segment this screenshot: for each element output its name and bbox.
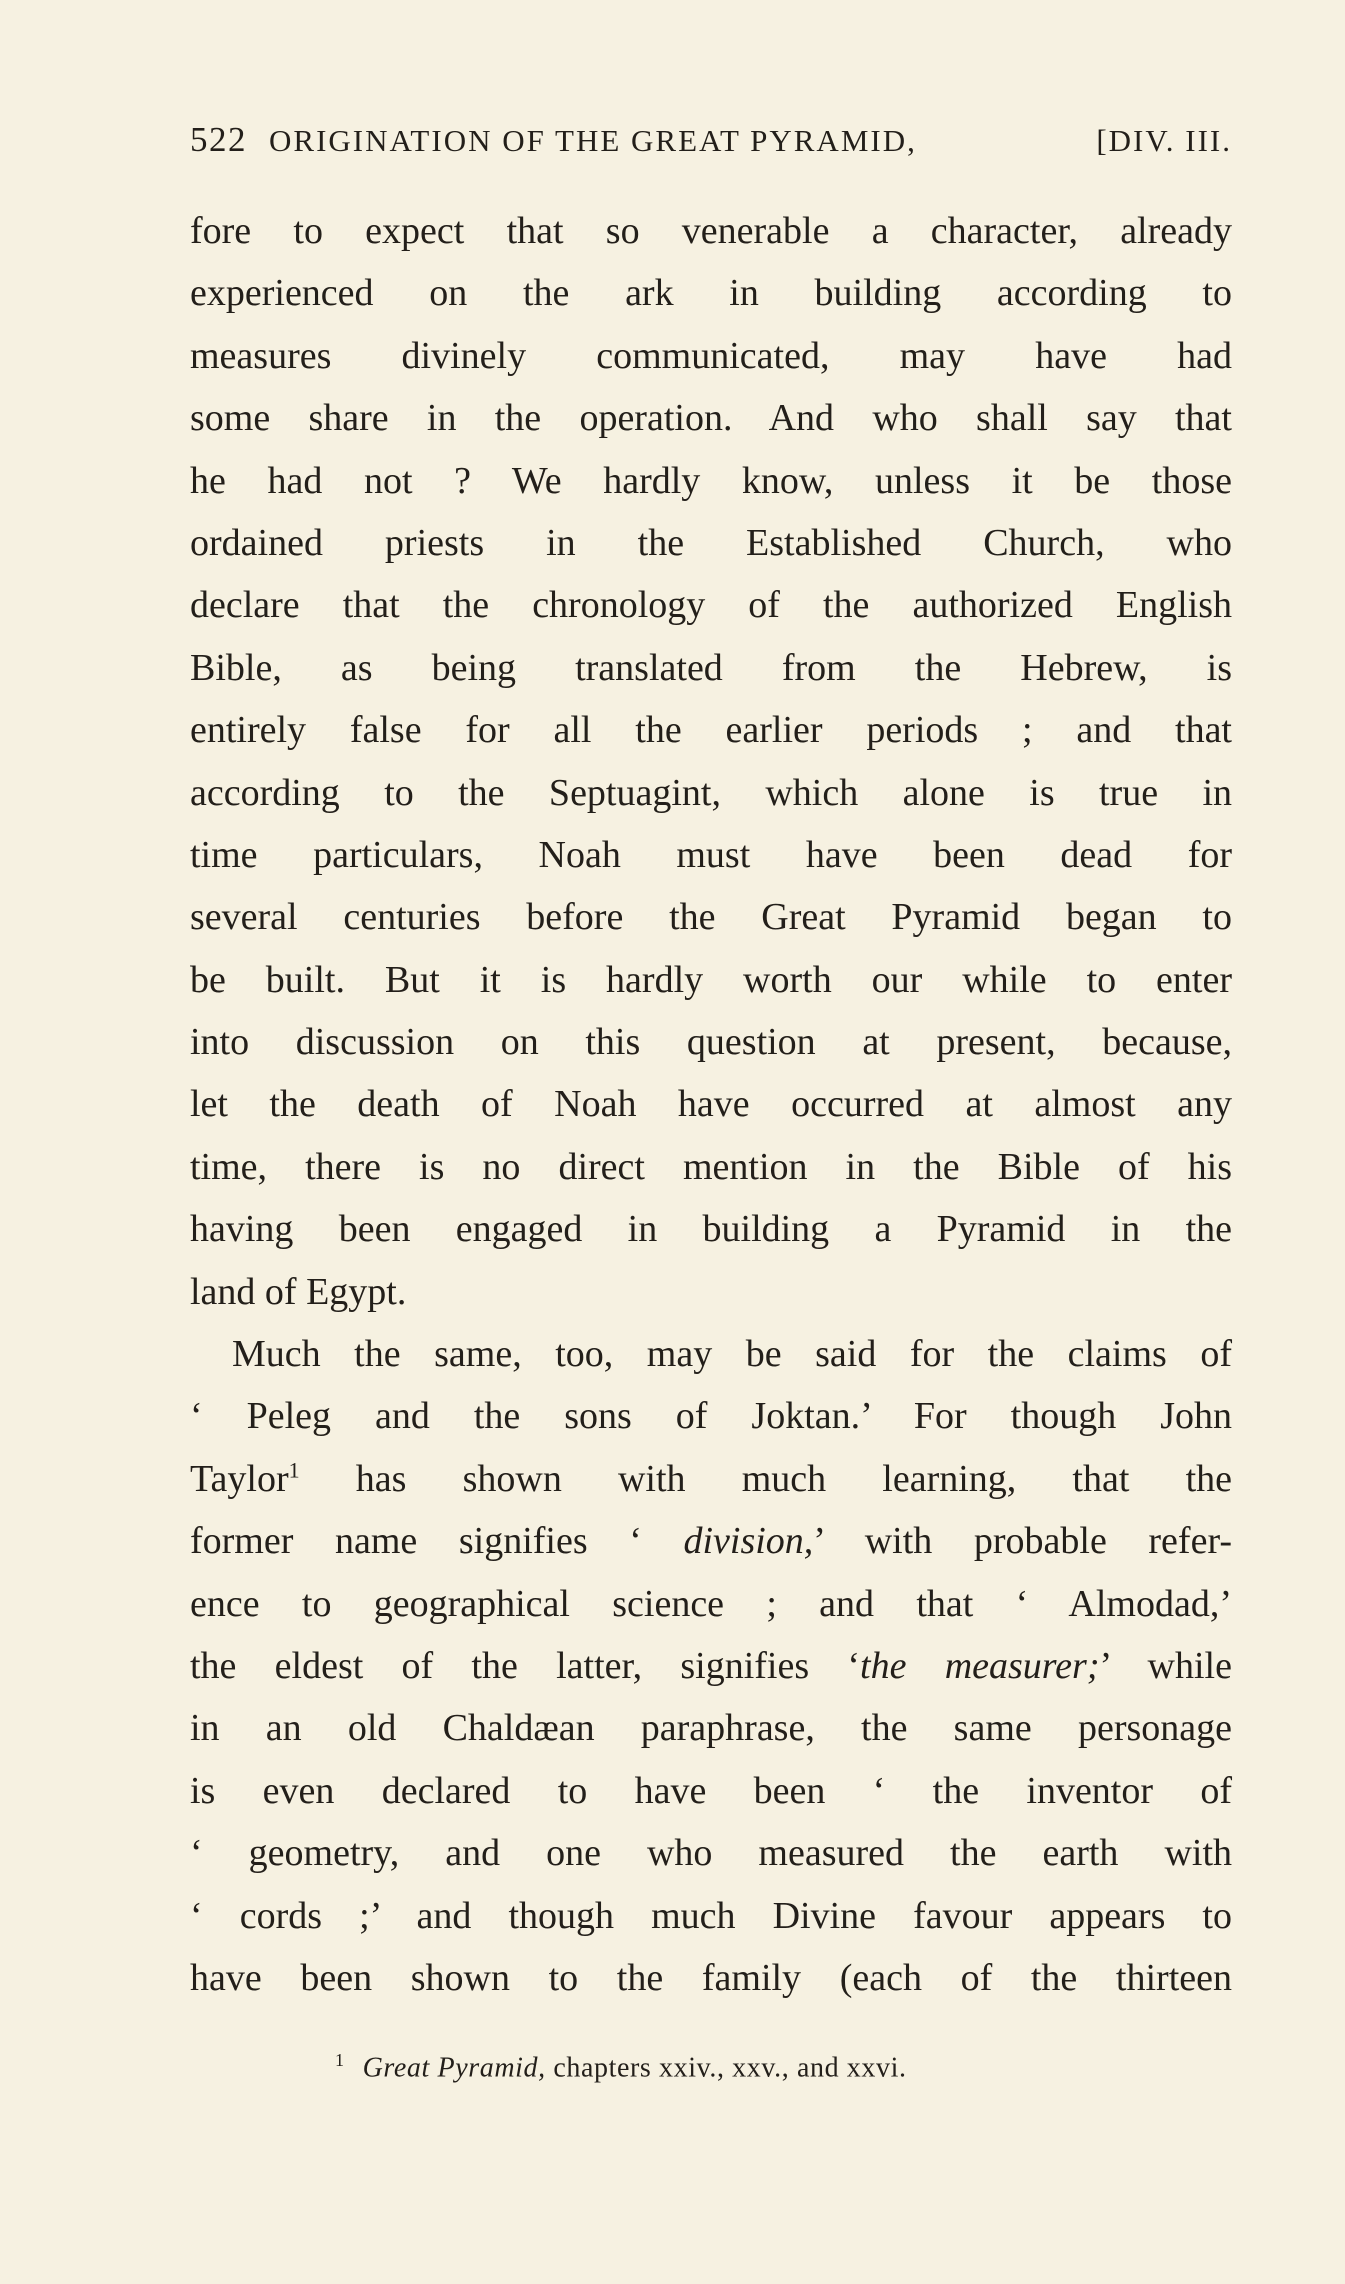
text-line: some share in the operation. And who shall say that <box>190 397 1232 440</box>
text-line: fore to expect that so venerable a character, already <box>190 210 1232 252</box>
text-line: Much the same, too, may be said for the claims of <box>232 1333 1232 1376</box>
text-line: into discussion on this question at present, because, <box>190 1021 1232 1064</box>
body-text <box>190 200 1232 2009</box>
text-line: ‘ cords ;’ and though much Divine favour appears to <box>190 1894 1232 1937</box>
text-line: ordained priests in the Established Church, who <box>190 521 1232 564</box>
text-line: he had not ? We hardly know, unless it be those <box>190 459 1232 502</box>
text-run: ’ while <box>1099 1644 1232 1687</box>
text-line: several centuries before the Great Pyramid began to <box>190 896 1232 939</box>
text-line: Bible, as being translated from the Hebrew, is <box>190 646 1232 689</box>
footnote <box>335 2040 907 2088</box>
text-line: ‘ Peleg and the sons of Joktan.’ For though John <box>190 1395 1232 1438</box>
text-line: land of Egypt. <box>190 1270 407 1313</box>
text-line: be built. But it is hardly worth our while to enter <box>190 958 1232 1001</box>
text-run: the eldest of the latter, signifies ‘ <box>190 1644 861 1687</box>
text-run: ’ with probable refer- <box>813 1520 1232 1563</box>
text-line: ence to geographical science ; and that ‘ Almodad,’ <box>190 1582 1232 1625</box>
text-line: experienced on the ark in building according to <box>190 272 1232 315</box>
text-line: is even declared to have been ‘ the inventor of <box>190 1769 1232 1812</box>
text-run: Taylor <box>190 1457 289 1500</box>
footnote-mark: 1 <box>335 2050 345 2070</box>
italic-term: the measurer; <box>860 1644 1100 1687</box>
text-run: has shown with much learning, that the <box>299 1457 1232 1500</box>
text-line <box>190 1510 1232 1572</box>
running-title: ORIGINATION OF THE GREAT PYRAMID, <box>269 123 917 158</box>
page-number: 522 <box>190 120 247 159</box>
text-line: measures divinely communicated, may have had <box>190 334 1232 377</box>
text-line <box>190 1448 1232 1510</box>
text-line: entirely false for all the earlier periods ; and that <box>190 709 1232 752</box>
footnote-reference: 1 <box>288 1457 300 1483</box>
running-head <box>190 112 1232 169</box>
text-line: in an old Chaldæan paraphrase, the same personage <box>190 1707 1232 1750</box>
text-line: ‘ geometry, and one who measured the earth with <box>190 1832 1232 1875</box>
text-line: have been shown to the family (each of the thirteen <box>190 1956 1232 1999</box>
text-line: according to the Septuagint, which alone is true in <box>190 771 1232 814</box>
text-line: time particulars, Noah must have been dead for <box>190 833 1232 876</box>
footnote-text: chapters xxiv., xxv., and xxvi. <box>545 2052 907 2084</box>
text-line: declare that the chronology of the authorized English <box>190 584 1232 627</box>
text-line: time, there is no direct mention in the Bible of his <box>190 1145 1232 1188</box>
footnote-title: Great Pyramid, <box>362 2052 546 2084</box>
text-line: let the death of Noah have occurred at almost any <box>190 1083 1232 1126</box>
italic-term: division, <box>683 1520 814 1563</box>
division-marker: [DIV. III. <box>1096 123 1232 158</box>
text-run: former name signifies ‘ <box>190 1520 684 1563</box>
text-line <box>190 1635 1232 1697</box>
text-line: having been engaged in building a Pyramid in the <box>190 1208 1232 1251</box>
